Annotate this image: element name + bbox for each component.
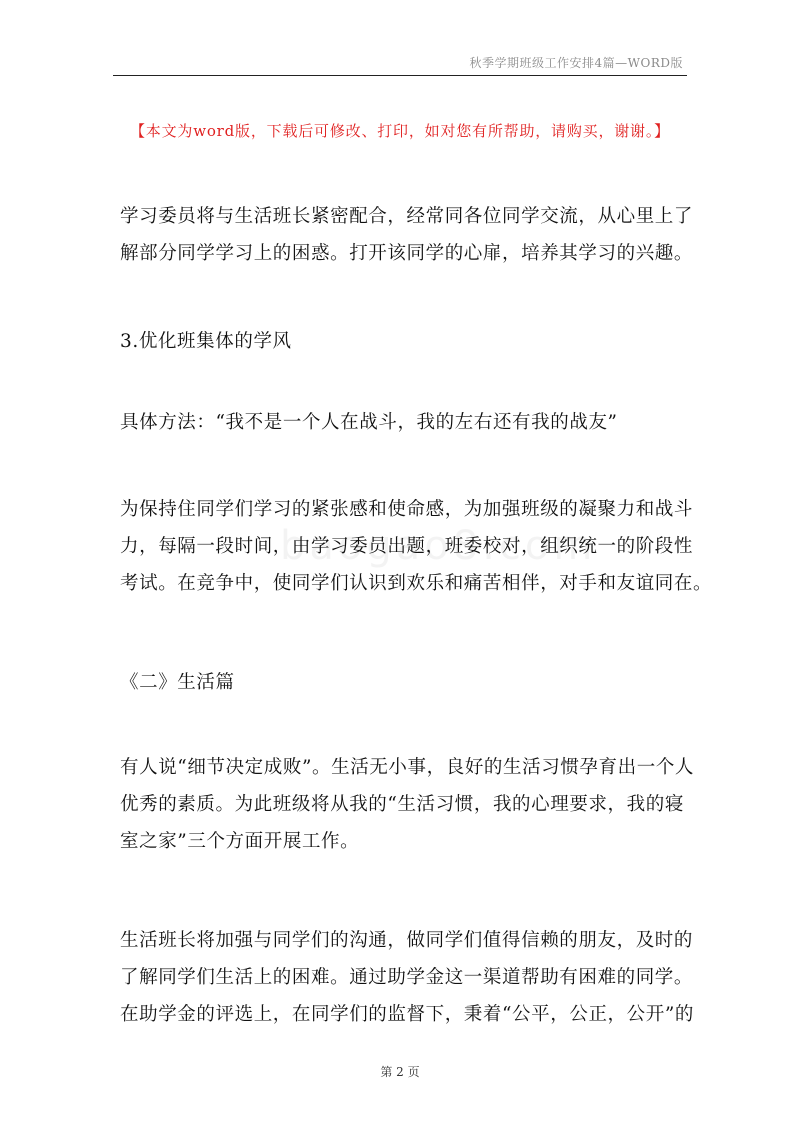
paragraph-line: 在助学金的评选上，在同学们的监督下，秉着“公平，公正，公开”的 <box>120 1004 695 1025</box>
section-heading-study-style <box>120 323 695 360</box>
paragraph-line: 具体方法：“我不是一个人在战斗，我的左右还有我的战友” <box>120 412 618 433</box>
paragraph-line: 有人说“细节决定成败”。生活无小事，良好的生活习惯孕育出一个人 <box>120 757 695 778</box>
paragraph-line: 《二》生活篇 <box>120 672 235 693</box>
paragraph-line: 力，每隔一段时间，由学习委员出题，班委校对，组织统一的阶段性 <box>120 536 694 557</box>
paragraph-life-monitor <box>120 922 695 1033</box>
paragraph-line: 了解同学们生活上的困难。通过助学金这一渠道帮助有困难的同学。 <box>120 967 694 988</box>
paragraph-line: 为保持住同学们学习的紧张感和使命感，为加强班级的凝聚力和战斗 <box>120 499 694 520</box>
paragraph-details <box>120 749 695 860</box>
paragraph-line: 3.优化班集体的学风 <box>120 331 292 352</box>
paragraph-line: 解部分同学学习上的困惑。打开该同学的心扉，培养其学习的兴趣。 <box>120 243 694 264</box>
paragraph-line: 学习委员将与生活班长紧密配合，经常同各位同学交流，从心里上了 <box>120 206 694 227</box>
page-number: 第 2 页 <box>380 1065 420 1079</box>
paragraph-line: 考试。在竞争中，使同学们认识到欢乐和痛苦相伴，对手和友谊同在。 <box>120 573 713 594</box>
purchase-notice: 【本文为word版，下载后可修改、打印，如对您有所帮助，请购买，谢谢。】 <box>130 122 670 140</box>
header-divider <box>113 75 687 76</box>
section-heading-life <box>120 664 695 701</box>
paragraph-method <box>120 404 695 441</box>
paragraph-line: 优秀的素质。为此班级将从我的“生活习惯，我的心理要求，我的寝 <box>120 794 684 815</box>
paragraph-exams <box>120 491 713 602</box>
document-header-title: 秋季学期班级工作安排4篇—WORD版 <box>469 56 683 70</box>
paragraph-study-committee <box>120 198 695 272</box>
paragraph-line: 生活班长将加强与同学们的沟通，做同学们值得信赖的朋友，及时的 <box>120 930 694 951</box>
paragraph-line: 室之家”三个方面开展工作。 <box>120 831 360 852</box>
